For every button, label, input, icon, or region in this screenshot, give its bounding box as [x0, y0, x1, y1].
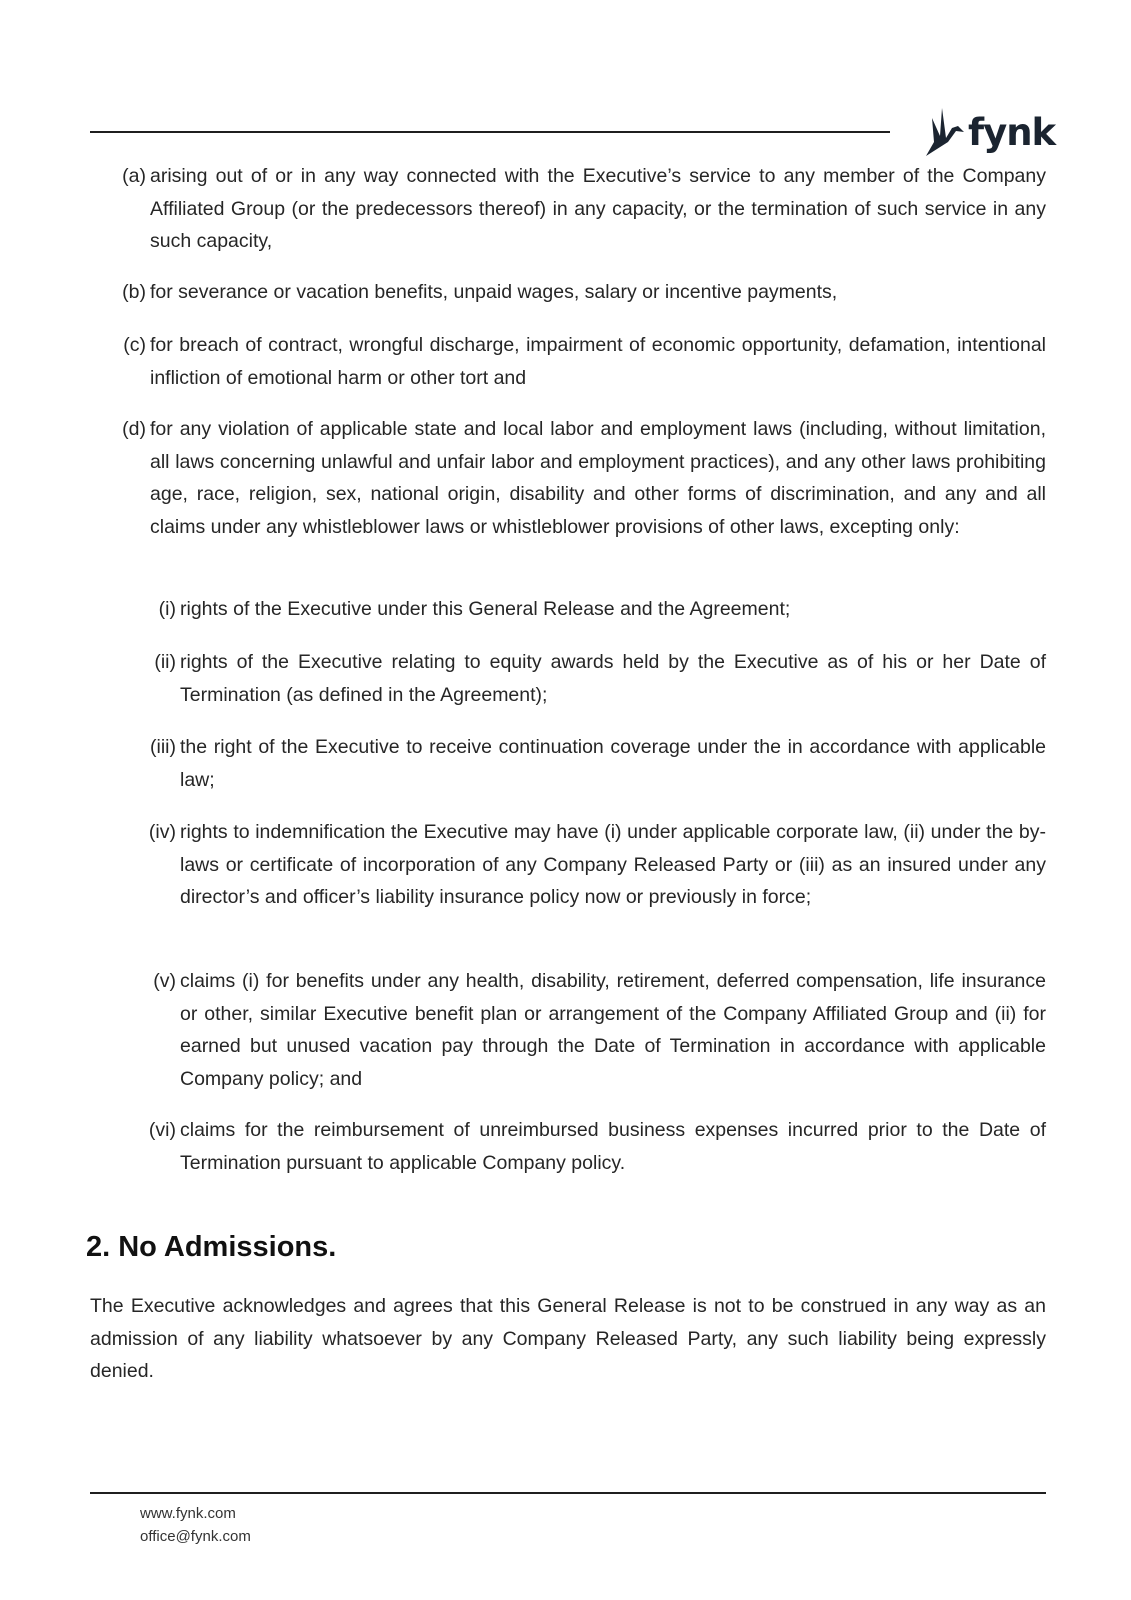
footer-website: www.fynk.com — [140, 1505, 236, 1522]
list-marker: (v) — [153, 970, 176, 992]
list-marker: (a) — [122, 165, 146, 187]
section-heading: 2. No Admissions. — [86, 1231, 337, 1263]
footer-email: office@fynk.com — [140, 1528, 251, 1545]
footer-contact — [140, 1502, 251, 1548]
list-item-text: claims for the reimbursement of unreimbursed business expenses incurred prior to the Date of Termination pursuant to applicable Company policy. — [180, 1119, 1046, 1174]
list-marker: (d) — [122, 418, 146, 440]
list-marker: (vi) — [148, 1119, 176, 1141]
list-item-text: arising out of or in any way connected with the Executive’s service to any member of the Company Affiliated Group (or the predecessors thereof) in any capacity, or the termination of such service in any such capacity, — [150, 165, 1046, 252]
list-item-text: for breach of contract, wrongful discharge, impairment of economic opportunity, defamation, intentional infliction of emotional harm or other tort and — [150, 334, 1046, 389]
footer-divider — [90, 1492, 1046, 1494]
list-marker: (b) — [122, 281, 146, 303]
list-marker: (iii) — [150, 736, 176, 758]
brand-wordmark: fynk — [968, 110, 1056, 154]
list-item-text: rights to indemnification the Executive may have (i) under applicable corporate law, (ii) under the by-laws or certificate of incorporation of any Company Released Party or (iii) as an insured under any director’s and officer’s liability insurance policy now or previously in force; — [180, 821, 1046, 908]
list-marker: (ii) — [154, 651, 176, 673]
list-item-text: for severance or vacation benefits, unpaid wages, salary or incentive payments, — [150, 281, 838, 303]
list-item-text: rights of the Executive relating to equity awards held by the Executive as of his or her Date of Termination (as defined in the Agreement); — [180, 651, 1046, 706]
list-marker: (i) — [158, 598, 176, 620]
brand-logo — [920, 104, 1055, 160]
section-body: The Executive acknowledges and agrees that this General Release is not to be construed in any way as an admission of any liability whatsoever by any Company Released Party, any such liability being expressly denied. — [90, 1295, 1046, 1382]
list-marker: (iv) — [148, 821, 176, 843]
fynk-bird-icon — [920, 106, 964, 158]
list-item-text: claims (i) for benefits under any health, disability, retirement, deferred compensation, life insurance or other, similar Executive benefit plan or arrangement of the Company Affiliated Group and (ii) for earned but unused vacation pay through the Date of Termination in accordance with applicable Company policy; and — [180, 970, 1046, 1090]
list-item-text: for any violation of applicable state and local labor and employment laws (including, without limitation, all laws concerning unlawful and unfair labor and employment practices), and any other laws prohibiting age, race, religion, sex, national origin, disability and other forms of discrimination, and any and all claims under any whistleblower laws or whistleblower provisions of other laws, excepting only: — [150, 418, 1046, 538]
list-marker: (c) — [123, 334, 146, 356]
header-divider — [90, 131, 890, 133]
list-item-text: rights of the Executive under this General Release and the Agreement; — [180, 598, 791, 620]
list-item-text: the right of the Executive to receive continuation coverage under the in accordance with applicable law; — [180, 736, 1046, 791]
